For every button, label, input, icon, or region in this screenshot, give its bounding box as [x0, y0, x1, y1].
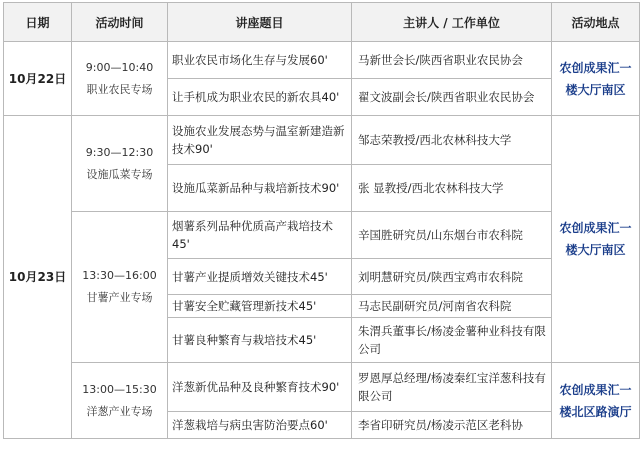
- speaker-cell: 刘明慧研究员/陕西宝鸡市农科院: [352, 259, 552, 295]
- session-name: 洋葱产业专场: [86, 404, 153, 418]
- topic-cell: 设施农业发展态势与温室新建造新技术90': [168, 116, 352, 165]
- speaker-cell: 马新世会长/陕西省职业农民协会: [352, 42, 552, 79]
- table-row: [4, 212, 640, 259]
- session-name: 职业农民专场: [86, 82, 153, 96]
- table-row: [4, 42, 640, 79]
- topic-cell: 甘薯良种繁育与栽培技术45': [168, 318, 352, 363]
- date-cell-oct22: 10月22日: [4, 42, 72, 116]
- date-cell-oct23: 10月23日: [4, 116, 72, 439]
- session-name: 甘薯产业专场: [86, 291, 153, 304]
- topic-cell: 甘薯产业提质增效关键技术45': [168, 259, 352, 295]
- topic-cell: 设施瓜菜新品种与栽培新技术90': [168, 165, 352, 212]
- venue-cell-north: 农创成果汇一楼北区路演厅: [552, 363, 640, 439]
- table-row: [4, 363, 640, 412]
- speaker-cell: 邹志荣教授/西北农林科技大学: [352, 116, 552, 165]
- session-time: 13:30—16:00: [82, 269, 157, 282]
- header-date: 日期: [4, 3, 72, 42]
- session-cell-sweetpotato: [72, 212, 168, 363]
- speaker-cell: 张 显教授/西北农林科技大学: [352, 165, 552, 212]
- lecture-schedule-table: [3, 2, 640, 439]
- speaker-cell: 罗恩厚总经理/杨凌秦红宝洋葱科技有限公司: [352, 363, 552, 412]
- header-venue: 活动地点: [552, 3, 640, 42]
- header-row: [4, 3, 640, 42]
- session-time: 13:00—15:30: [82, 382, 157, 396]
- header-speaker: 主讲人 / 工作单位: [352, 3, 552, 42]
- speaker-cell: 马志民副研究员/河南省农科院: [352, 295, 552, 318]
- session-name: 设施瓜菜专场: [86, 167, 153, 181]
- session-cell-onion: [72, 363, 168, 439]
- speaker-cell: 朱渭兵董事长/杨凌金薯种业科技有限公司: [352, 318, 552, 363]
- topic-cell: 甘薯安全贮藏管理新技术45': [168, 295, 352, 318]
- table-row: [4, 116, 640, 165]
- topic-cell: 洋葱新优品种及良种繁育技术90': [168, 363, 352, 412]
- topic-cell: 洋葱栽培与病虫害防治要点60': [168, 412, 352, 439]
- venue-cell-south-2: 农创成果汇一楼大厅南区: [552, 116, 640, 363]
- speaker-cell: 辛国胜研究员/山东烟台市农科院: [352, 212, 552, 259]
- speaker-cell: 翟文波副会长/陕西省职业农民协会: [352, 79, 552, 116]
- session-cell-farmer: [72, 42, 168, 116]
- venue-cell-south: 农创成果汇一楼大厅南区: [552, 42, 640, 116]
- session-time: 9:30—12:30: [85, 145, 154, 159]
- header-time: 活动时间: [72, 3, 168, 42]
- speaker-cell: 李省印研究员/杨凌示范区老科协: [352, 412, 552, 439]
- topic-cell: 烟薯系列品种优质高产栽培技术45': [168, 212, 352, 259]
- session-cell-greenhouse: [72, 116, 168, 212]
- header-topic: 讲座题目: [168, 3, 352, 42]
- topic-cell: 让手机成为职业农民的新农具40': [168, 79, 352, 116]
- session-time: 9:00—10:40: [85, 60, 154, 74]
- topic-cell: 职业农民市场化生存与发展60': [168, 42, 352, 79]
